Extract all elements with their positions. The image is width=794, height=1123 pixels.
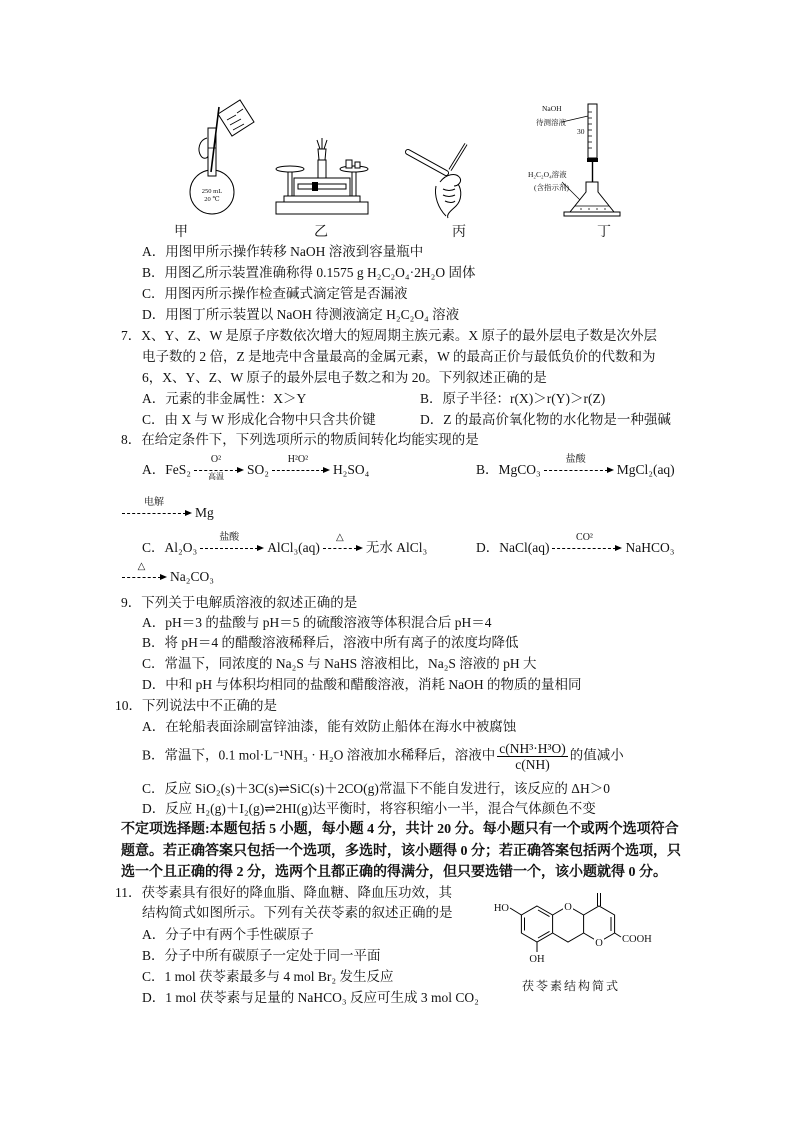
arrow-condition: △ [336,532,344,543]
q8-option-d-continued [119,561,214,585]
left-pan-post [288,169,292,196]
product: 无水 AlCl₃ [365,540,428,555]
q8-option-d [476,532,675,556]
weight-small [355,162,360,168]
q6-option-c: C．用图丙所示操作检查碱式滴定管是否漏液 [142,286,408,301]
q11-stem-line: 结构简式如图所示。下列有关茯苓素的叙述正确的是 [142,905,453,920]
q11-option-b: B．分子中所有碳原子一定处于同一平面 [142,948,381,963]
option-label: C． [142,540,165,555]
tilted-beaker [218,100,254,136]
hand-outline [435,175,460,218]
reactant: NaCl(aq) [499,540,550,555]
figure-jia-volumetric-flask [180,98,258,220]
tweezers-holder [318,149,326,160]
burette-stopcock [587,158,598,162]
q7-option-b: B．原子半径：r(X)＞r(Y)＞r(Z) [420,391,606,406]
reaction-arrow [200,532,264,555]
section-instruction-line: 不定项选择题:本题包括 5 小题，每小题 4 分，共计 20 分。每小题只有一个或两个选项符合 [121,822,679,837]
figure-label-yi: 乙 [314,225,328,240]
q7-stem-line: 电子数的 2 倍，Z 是地壳中含量最高的金属元素，W 的最高正价与最低负价的代数和为 [142,349,656,364]
ring-a-double-bonds [525,910,550,938]
right-pan-post [352,169,356,196]
reaction-arrow [122,561,167,584]
balance-base [276,202,368,214]
q9-stem: 9．下列关于电解质溶液的叙述正确的是 [121,595,358,610]
q10-option-d: D．反应 H₂(g)＋I₂(g)⇌2HI(g)达平衡时，将容积缩小一半，混合气体颜色不变 [142,801,596,816]
reactant: MgCO₃ [498,462,541,477]
ho-label: HO [493,903,509,914]
fraction-numerator: c(NH³·H³O) [499,741,566,756]
option-text: B．常温下，0.1 mol·L⁻¹NH₃ · H₂O 溶液加水稀释后，溶液中 [142,747,496,763]
q7-option-c: C．由 X 与 W 形成化合物中只含共价键 [142,412,376,427]
q6-option-d: D．用图丁所示装置以 NaOH 待测液滴定 H₂C₂O₄ 溶液 [142,307,460,322]
q7-stem-line: 6，X、Y、Z、W 原子的最外层电子数之和为 20。下列叙述正确的是 [142,370,547,385]
burette-scale-mark: 30 [577,127,585,136]
structure-caption: 茯苓素结构简式 [522,979,621,993]
weight-large [346,160,352,168]
flask-reagent-label: H₂C₂O₄溶液 [528,170,567,179]
white-tile [564,212,620,216]
figure-ding-titration [522,100,622,220]
ring-oxygen-label: O [595,938,603,949]
reaction-arrow [272,454,330,477]
balance-beam-scale [298,184,346,189]
q8-stem: 8．在给定条件下，下列选项所示的物质间转化均能实现的是 [121,432,479,447]
cooh-bond [615,933,621,937]
option-label: B． [476,462,499,477]
q10-option-b [142,741,624,772]
q10-option-c: C．反应 SiO₂(s)＋3C(s)⇌SiC(s)＋2CO(g)常温下不能自发进行，该反应的 ΔH＞0 [142,781,610,796]
q7-option-a: A．元素的非金属性：X＞Y [142,391,307,406]
section-instruction-line: 选一个且正确的得 2 分，选两个且都正确的得满分，但只要选错一个，该小题就得 0 分。 [121,865,667,880]
q6-option-a: A．用图甲所示操作转移 NaOH 溶液到容量瓶中 [142,244,424,259]
q8-option-c [142,532,428,556]
ho-bond [510,908,521,915]
burette-tube [408,152,446,173]
arrow-condition: H²O² [287,454,309,465]
arrow-condition: CO² [576,532,593,543]
balance-pillar [318,160,326,178]
exocyclic-double-bond [598,893,601,906]
q8-option-b-continued [119,497,214,521]
figure-bing-burette-check [406,138,476,220]
burette-note-label: 待测溶液 [536,118,566,127]
left-pan [276,166,304,172]
right-pan [340,166,368,172]
q9-option-b: B．将 pH＝4 的醋酸溶液稀释后，溶液中所有离子的浓度均降低 [142,635,519,650]
intermediate: NaHCO₃ [625,540,675,555]
q11-option-a: A．分子中有两个手性碳原子 [142,927,314,942]
option-label: D． [476,540,500,555]
figure-label-jia: 甲 [174,225,188,240]
reaction-arrow [552,532,622,555]
figure-yi-balance [268,138,376,218]
q10-stem: 10．下列说法中不正确的是 [115,698,277,713]
ring-c [584,906,615,942]
reaction-arrow [194,454,244,481]
burette-tip [450,144,466,170]
section-instruction-line: 题意。若正确答案只包括一个选项，多选时，该小题得 0 分；若正确答案包括两个选项，只 [121,844,681,859]
arrow-condition: △ [137,561,146,572]
fraction-denominator: c(NH) [515,757,550,772]
product: Na₂CO₃ [170,569,214,584]
reaction-arrow [122,497,192,520]
arrow-condition: 盐酸 [565,454,586,465]
flask-temp-label: 20 ℃ [204,196,220,203]
q11-option-d: D．1 mol 茯苓素与足量的 NaHCO₃ 反应可生成 3 mol CO₂ [142,990,479,1005]
tweezers [317,138,327,149]
q9-option-a: A．pH＝3 的盐酸与 pH＝5 的硫酸溶液等体积混合后 pH＝4 [142,615,492,630]
cooh-label: COOH [622,934,652,945]
figure-label-bing: 丙 [452,225,466,240]
flask-volume-label: 250 mL [201,188,223,195]
option-label: A． [142,462,166,477]
q6-option-b: B．用图乙所示装置准确称得 0.1575 g H₂C₂O₄·2H₂O 固体 [142,265,476,280]
reaction-arrow [323,532,363,555]
ring-a-benzene [521,906,552,942]
arrow-condition: 电解 [144,497,164,508]
arrow-condition-below: 高温 [207,472,224,481]
hand-outline [199,138,208,158]
arrow-condition: 盐酸 [219,532,240,543]
arrow-condition: O² [210,454,222,465]
burette-reagent-label: NaOH [542,104,562,113]
q8-option-a [142,454,370,481]
q8-option-b [476,454,675,478]
ring-oxygen-label: O [564,902,572,913]
reaction-arrow [544,454,614,477]
balance-step [284,196,360,202]
q10-option-a: A．在轮船表面涂刷富锌油漆，能有效防止船体在海水中被腐蚀 [142,719,517,734]
oh-label: OH [529,954,545,965]
intermediate: AlCl₃(aq) [267,540,320,555]
q9-option-c: C．常温下，同浓度的 Na₂S 与 NaHS 溶液相比，Na₂S 溶液的 pH 大 [142,656,537,671]
product: Mg [195,505,214,520]
structural-formula [480,888,660,968]
q9-option-d: D．中和 pH 与体积均相同的盐酸和醋酸溶液，消耗 NaOH 的物质的量相同 [142,677,582,692]
reactant: FeS₂ [165,462,191,477]
reactant: Al₂O₃ [164,540,198,555]
intermediate: MgCl₂(aq) [616,462,675,477]
intermediate: SO₂ [246,462,269,477]
q7-option-d: D．Z 的最高价氧化物的水化物是一种强碱 [420,412,671,427]
q7-stem-line: 7．X、Y、Z、W 是原子序数依次增大的短周期主族元素。X 原子的最外层电子数是次外层 [121,328,657,343]
concentration-ratio [497,741,568,772]
q11-stem-line: 11．茯苓素具有很好的降血脂、降血糖、降血压功效，其 [115,885,452,900]
option-text: 的值减小 [569,747,624,763]
flask-note-label: (含指示剂) [534,183,569,192]
balance-slider [312,182,318,191]
q11-option-c: C．1 mol 茯苓素最多与 4 mol Br₂ 发生反应 [142,969,394,984]
figure-label-ding: 丁 [597,225,611,240]
product: H₂SO₄ [332,462,370,477]
